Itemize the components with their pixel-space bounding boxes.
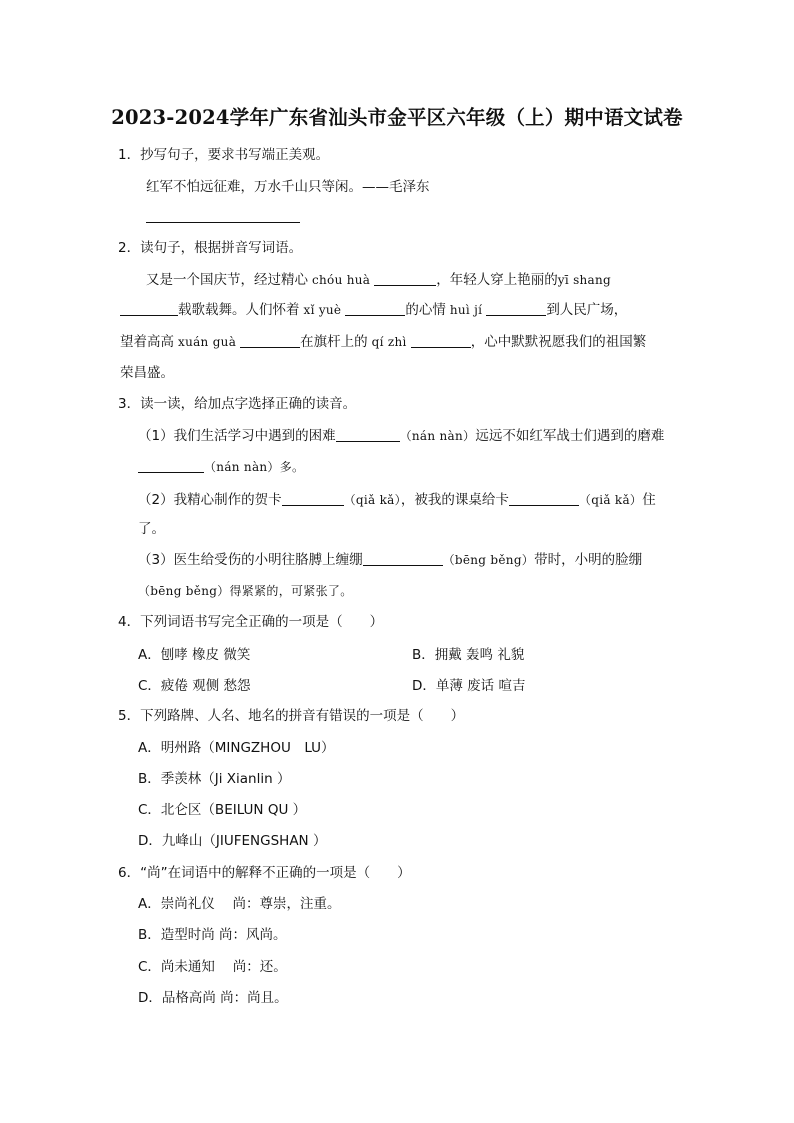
q2-text: ，心中默默祝愿我们的祖国繁 <box>470 334 647 350</box>
blank-kazhu[interactable] <box>509 491 579 506</box>
question-2-line-1 <box>146 270 611 290</box>
pinyin-xuangua: xuán guà <box>178 335 237 349</box>
answer-line-q1[interactable] <box>146 222 300 223</box>
question-1-stem: 1．抄写句子，要求书写端正美观。 <box>118 147 330 163</box>
q2-text: 望着高高 <box>120 334 174 350</box>
q2-text: 在旗杆上的 <box>300 334 368 350</box>
q3-text: 带时，小明的脸绷 <box>534 552 643 568</box>
q6-option-c[interactable]: C．尚未通知 尚：还。 <box>138 959 287 975</box>
question-3-item-2-cont: 了。 <box>138 521 165 537</box>
blank-bengdai[interactable] <box>363 551 443 566</box>
question-3-item-2 <box>138 490 656 510</box>
question-2-line-2 <box>120 300 627 320</box>
pinyin-choice: （nán nàn）多。 <box>204 460 305 474</box>
question-3-stem: 3．读一读，给加点字选择正确的读音。 <box>118 396 357 412</box>
blank-kunnan[interactable] <box>336 427 400 442</box>
q4-option-a[interactable]: A．刨哮 橡皮 微笑 <box>138 647 251 663</box>
question-2-line-4: 荣昌盛。 <box>120 365 174 381</box>
question-6-stem: 6．“尚”在词语中的解释不正确的一项是（ ） <box>118 865 411 881</box>
blank-heka[interactable] <box>282 491 344 506</box>
q3-text: ，被我的课桌给卡 <box>400 492 509 508</box>
pinyin-choice: （bēng běng） <box>442 553 535 567</box>
q4-option-c[interactable]: C．疲倦 观侧 愁怨 <box>138 678 251 694</box>
q6-option-a[interactable]: A．崇尚礼仪 尚：尊崇，注重。 <box>138 896 341 912</box>
q3-text: （3）医生给受伤的小明往胳膊上缠绷 <box>138 552 363 568</box>
pinyin-xiyue: xǐ yuè <box>303 303 342 317</box>
question-2-line-3 <box>120 332 646 352</box>
blank-yishang[interactable] <box>120 301 178 316</box>
q3-text: （2）我精心制作的贺卡 <box>138 492 282 508</box>
q4-option-d[interactable]: D．单薄 废话 喧吉 <box>412 678 526 694</box>
blank-xiyue[interactable] <box>345 301 405 316</box>
q5-option-d[interactable]: D．九峰山（JIUFENGSHAN ） <box>138 833 327 849</box>
q2-text: ，年轻人穿上艳丽的 <box>436 272 558 288</box>
blank-monan[interactable] <box>138 458 204 473</box>
pinyin-choice: （nán nàn） <box>399 429 476 443</box>
q2-text: 载歌载舞。人们怀着 <box>178 302 300 318</box>
q3-text: 远远不如红军战士们遇到的磨难 <box>475 428 665 444</box>
question-3-item-1 <box>138 426 664 446</box>
question-1-sentence: 红军不怕远征难，万水千山只等闲。——毛泽东 <box>146 179 430 195</box>
pinyin-chouhua: chóu huà <box>312 273 371 287</box>
q2-text: 的心情 <box>405 302 446 318</box>
q3-text: 住 <box>642 492 656 508</box>
blank-qizhi[interactable] <box>411 333 471 348</box>
pinyin-qizhi: qí zhì <box>371 335 407 349</box>
q2-text: 到人民广场， <box>546 302 628 318</box>
q5-option-a[interactable]: A．明州路（MINGZHOU LU） <box>138 740 335 756</box>
q6-option-d[interactable]: D．品格高尚 尚：尚且。 <box>138 990 288 1006</box>
q3-text: （1）我们生活学习中遇到的困难 <box>138 428 336 444</box>
pinyin-yishang: yī shang <box>557 273 612 287</box>
exam-title: 2023-2024学年广东省汕头市金平区六年级（上）期中语文试卷 <box>111 106 683 129</box>
blank-xuangua[interactable] <box>240 333 300 348</box>
pinyin-huiji: huì jí <box>449 303 483 317</box>
question-3-item-1-cont <box>138 457 304 477</box>
q6-option-b[interactable]: B．造型时尚 尚：风尚。 <box>138 927 287 943</box>
question-4-stem: 4．下列词语书写完全正确的一项是（ ） <box>118 614 384 630</box>
pinyin-choice: （bēng běng）得紧紧的，可紧张了。 <box>138 584 353 598</box>
q2-text: 又是一个国庆节，经过精心 <box>146 272 308 288</box>
q4-option-b[interactable]: B．拥戴 轰鸣 礼貌 <box>412 647 525 663</box>
pinyin-choice: （qiǎ kǎ） <box>343 493 401 507</box>
question-5-stem: 5．下列路牌、人名、地名的拼音有错误的一项是（ ） <box>118 708 465 724</box>
question-3-item-3 <box>138 550 642 570</box>
blank-huiji[interactable] <box>486 301 546 316</box>
question-2-stem: 2．读句子，根据拼音写词语。 <box>118 240 303 256</box>
question-3-item-3-cont <box>138 581 353 601</box>
pinyin-choice: （qiǎ kǎ） <box>578 493 643 507</box>
q5-option-b[interactable]: B．季羡林（Ji Xianlin ） <box>138 771 291 787</box>
blank-chouhua[interactable] <box>374 271 436 286</box>
q5-option-c[interactable]: C．北仑区（BEILUN QU ） <box>138 802 307 818</box>
